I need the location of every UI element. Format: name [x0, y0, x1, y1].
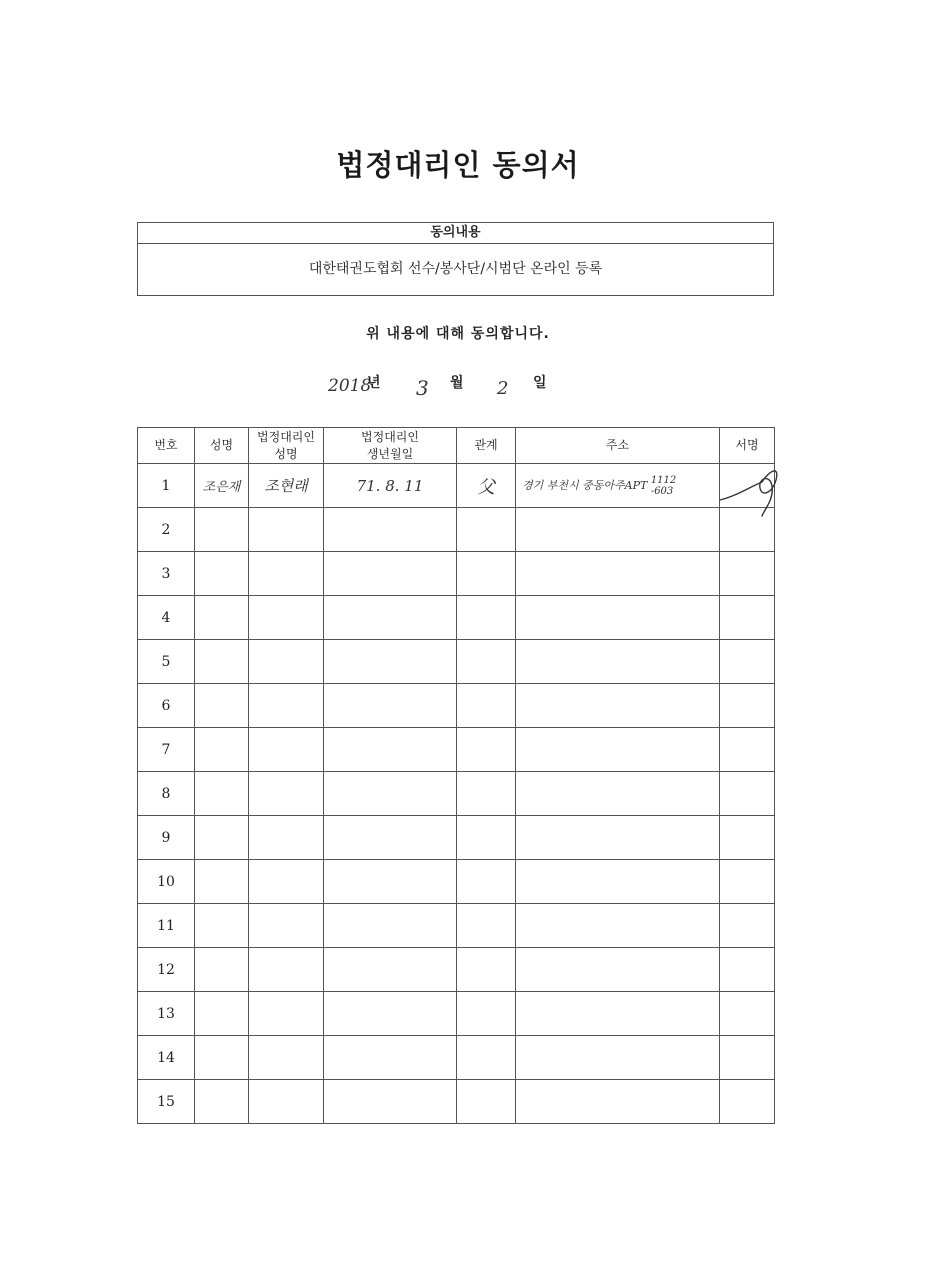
cell-guardian-name: [249, 772, 324, 816]
cell-name: [195, 508, 249, 552]
cell-signature: [720, 948, 775, 992]
cell-address: [516, 1080, 720, 1124]
header-guardian-name-line2: 성명: [274, 446, 298, 461]
table-row: [138, 464, 775, 508]
cell-guardian-dob: [324, 508, 457, 552]
cell-no: 14: [138, 1036, 195, 1080]
cell-relation: [457, 684, 516, 728]
cell-signature: [720, 464, 775, 508]
table-row: [138, 816, 775, 860]
cell-guardian-dob: [324, 1036, 457, 1080]
cell-address: [516, 992, 720, 1036]
table-row: [138, 1036, 775, 1080]
cell-signature: [720, 640, 775, 684]
cell-guardian-name: 조현래: [249, 464, 324, 508]
cell-relation: [457, 552, 516, 596]
date-month-label: 월: [450, 375, 464, 391]
cell-name: [195, 816, 249, 860]
cell-address-unit: [651, 475, 676, 497]
cell-no: 4: [138, 596, 195, 640]
cell-no: 12: [138, 948, 195, 992]
cell-guardian-name: [249, 552, 324, 596]
cell-signature: [720, 992, 775, 1036]
date-day-handwritten: 2: [497, 378, 509, 399]
cell-signature: [720, 728, 775, 772]
cell-guardian-dob: 71. 8. 11: [324, 464, 457, 508]
cell-no: 7: [138, 728, 195, 772]
cell-address: [516, 728, 720, 772]
cell-address-unit-top: 1112: [650, 474, 677, 486]
cell-name: [195, 860, 249, 904]
document-title: 법정대리인 동의서: [336, 148, 580, 182]
cell-no: 6: [138, 684, 195, 728]
cell-relation: [457, 596, 516, 640]
consent-header: 동의내용: [138, 223, 773, 244]
cell-name: [195, 948, 249, 992]
cell-guardian-dob: [324, 596, 457, 640]
header-no: 번호: [138, 428, 195, 464]
cell-guardian-dob: [324, 684, 457, 728]
cell-guardian-dob: [324, 904, 457, 948]
cell-signature: [720, 552, 775, 596]
table-row: [138, 684, 775, 728]
date-row: [0, 370, 930, 404]
cell-no: 3: [138, 552, 195, 596]
cell-no: 10: [138, 860, 195, 904]
cell-signature: [720, 596, 775, 640]
table-row: [138, 508, 775, 552]
table-row: [138, 860, 775, 904]
table-row: [138, 992, 775, 1036]
cell-guardian-name: [249, 728, 324, 772]
cell-name: [195, 772, 249, 816]
cell-signature: [720, 1080, 775, 1124]
cell-guardian-name: [249, 904, 324, 948]
cell-no: 9: [138, 816, 195, 860]
cell-guardian-name: [249, 1036, 324, 1080]
table-row: [138, 772, 775, 816]
agree-statement: 위 내용에 대해 동의합니다.: [366, 326, 550, 342]
consent-box: [137, 222, 774, 296]
date-day-label: 일: [533, 375, 547, 391]
cell-guardian-dob: [324, 640, 457, 684]
cell-address: [516, 596, 720, 640]
cell-no: 11: [138, 904, 195, 948]
header-guardian-dob: [324, 428, 457, 464]
cell-address: [516, 816, 720, 860]
date-month-handwritten: 3: [416, 376, 429, 400]
cell-address: [516, 684, 720, 728]
cell-name: [195, 1080, 249, 1124]
cell-relation: [457, 772, 516, 816]
cell-name: [195, 552, 249, 596]
cell-guardian-dob: [324, 992, 457, 1036]
cell-name: [195, 992, 249, 1036]
cell-guardian-dob: [324, 728, 457, 772]
header-guardian-name: [249, 428, 324, 464]
cell-guardian-name: [249, 860, 324, 904]
cell-no: 1: [138, 464, 195, 508]
cell-no: 15: [138, 1080, 195, 1124]
cell-guardian-name: [249, 948, 324, 992]
cell-guardian-name: [249, 684, 324, 728]
header-name: 성명: [195, 428, 249, 464]
cell-address: [516, 640, 720, 684]
cell-name: [195, 728, 249, 772]
cell-address: [516, 772, 720, 816]
cell-signature: [720, 860, 775, 904]
cell-signature: [720, 772, 775, 816]
cell-relation: [457, 508, 516, 552]
header-relation: 관계: [457, 428, 516, 464]
cell-no: 5: [138, 640, 195, 684]
cell-guardian-dob: [324, 552, 457, 596]
cell-guardian-name: [249, 508, 324, 552]
cell-no: 13: [138, 992, 195, 1036]
cell-guardian-dob: [324, 816, 457, 860]
cell-guardian-dob: [324, 860, 457, 904]
cell-guardian-name: [249, 640, 324, 684]
cell-signature: [720, 904, 775, 948]
cell-signature: [720, 816, 775, 860]
cell-address: [516, 508, 720, 552]
table-row: [138, 728, 775, 772]
date-year-handwritten: 2018: [328, 376, 372, 396]
cell-relation: 父: [457, 464, 516, 508]
cell-address: [516, 904, 720, 948]
cell-relation: [457, 1036, 516, 1080]
cell-guardian-dob: [324, 948, 457, 992]
cell-relation: [457, 904, 516, 948]
cell-relation: [457, 948, 516, 992]
cell-name: [195, 640, 249, 684]
cell-guardian-name: [249, 816, 324, 860]
cell-guardian-dob: [324, 772, 457, 816]
table-row: [138, 1080, 775, 1124]
cell-name: [195, 596, 249, 640]
cell-address-text: 경기 부천시 중동아주APT: [522, 478, 648, 492]
table-row: [138, 640, 775, 684]
cell-name: [195, 684, 249, 728]
header-signature: 서명: [720, 428, 775, 464]
cell-guardian-dob: [324, 1080, 457, 1124]
cell-relation: [457, 1080, 516, 1124]
cell-relation: [457, 640, 516, 684]
cell-name: [195, 1036, 249, 1080]
guardian-table: [137, 427, 775, 1124]
table-row: [138, 596, 775, 640]
date-year-label: 년: [367, 375, 381, 391]
cell-relation: [457, 728, 516, 772]
cell-address: [516, 948, 720, 992]
cell-guardian-name: [249, 1080, 324, 1124]
header-guardian-name-line1: 법정대리인: [257, 429, 315, 444]
table-row: [138, 948, 775, 992]
table-row: [138, 904, 775, 948]
cell-address: [516, 552, 720, 596]
header-guardian-dob-line1: 법정대리인: [361, 429, 419, 444]
cell-address: [516, 1036, 720, 1080]
cell-name: [195, 904, 249, 948]
cell-guardian-name: [249, 596, 324, 640]
cell-no: 8: [138, 772, 195, 816]
consent-text: 대한태권도협회 선수/봉사단/시범단 온라인 등록: [308, 261, 603, 277]
cell-signature: [720, 684, 775, 728]
cell-no: 2: [138, 508, 195, 552]
cell-relation: [457, 992, 516, 1036]
header-guardian-dob-line2: 생년월일: [366, 446, 414, 461]
cell-address: [516, 464, 720, 508]
cell-signature: [720, 1036, 775, 1080]
table-header-row: [138, 428, 775, 464]
cell-name: 조은재: [195, 464, 249, 508]
cell-signature: [720, 508, 775, 552]
cell-address: [516, 860, 720, 904]
cell-address-unit-bottom: -603: [650, 485, 674, 497]
cell-guardian-name: [249, 992, 324, 1036]
cell-relation: [457, 860, 516, 904]
table-row: [138, 552, 775, 596]
header-address: 주소: [516, 428, 720, 464]
cell-relation: [457, 816, 516, 860]
